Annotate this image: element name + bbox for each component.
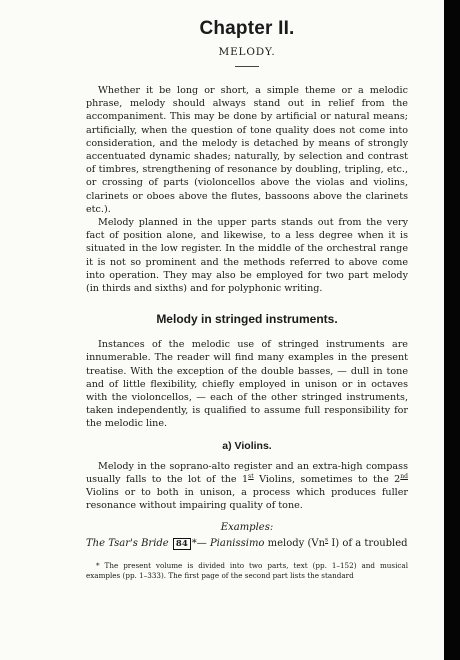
example-dash: — xyxy=(196,538,207,550)
superscript-nd: nd xyxy=(400,472,409,480)
paragraph-3: Instances of the melodic use of stringed instruments are innumerable. The reader will find many examples in the present treatise. With the exception of the double basses, — dull in tone and of little flexibility, chiefly employed in unison or in octaves with the violoncellos, — each of the other stringed instruments, taken independently, is qualified to assume full responsibility for the melodic line. xyxy=(86,339,408,430)
page-edge-shadow xyxy=(444,0,460,660)
paragraph-4-part-b: Violins, sometimes to the 2 xyxy=(253,473,401,485)
paragraph-4 xyxy=(86,460,408,513)
example-text-b: I) of a troubled xyxy=(328,538,408,550)
page-content xyxy=(86,18,408,581)
footnote-marker: * xyxy=(191,538,197,550)
rehearsal-number-box: 84 xyxy=(173,538,191,550)
chapter-title: Chapter II. xyxy=(199,18,295,39)
section-heading: Melody in stringed instruments. xyxy=(156,312,338,327)
paragraph-1: Whether it be long or short, a simple theme or a melodic phrase, melody should always stand out in relief from the accompaniment. This may be done by artificial or natural means; artificially, when the question of tone quality does not come into consideration, and the melody is detached by means of strongly accentuated dynamic shades; naturally, by selection and contrast of timbres, strengthening of resonance by doubling, tripling, etc., or crossing of parts (violoncellos above the violas and violins, clarinets or oboes above the flutes, bassoons above the clarinets etc.). xyxy=(86,85,408,215)
footnote: * The present volume is divided into two parts, text (pp. 1–152) and musical examples (pp. 1–333). The first page of the second part lists the standard xyxy=(86,561,408,581)
example-line xyxy=(86,537,408,551)
title-divider xyxy=(235,66,259,67)
paragraph-4-part-c: Violins or to both in unison, a process which produces fuller resonance without impairing quality of tone. xyxy=(86,487,408,512)
superscript-s: s xyxy=(325,537,329,545)
superscript-st: st xyxy=(248,472,254,480)
example-term: Pianissimo xyxy=(209,538,265,550)
paragraph-2: Melody planned in the upper parts stands out from the very fact of position alone, and likewise, to a less degree when it is situated in the low register. In the middle of the orchestral range it is not so prominent and the methods referred to above come into operation. They may also be employed for two part melody (in thirds and sixths) and for polyphonic writing. xyxy=(86,217,408,295)
subsection-heading: a) Violins. xyxy=(222,439,272,452)
examples-label: Examples: xyxy=(220,522,274,534)
example-text-a: melody (Vn xyxy=(264,538,326,550)
paragraph-4-part-a: Melody in the soprano-alto register and an extra-high compass usually falls to the lot of the 1 xyxy=(86,460,408,485)
chapter-subtitle: MELODY. xyxy=(218,46,276,58)
example-work-title: The Tsar's Bride xyxy=(86,538,169,550)
